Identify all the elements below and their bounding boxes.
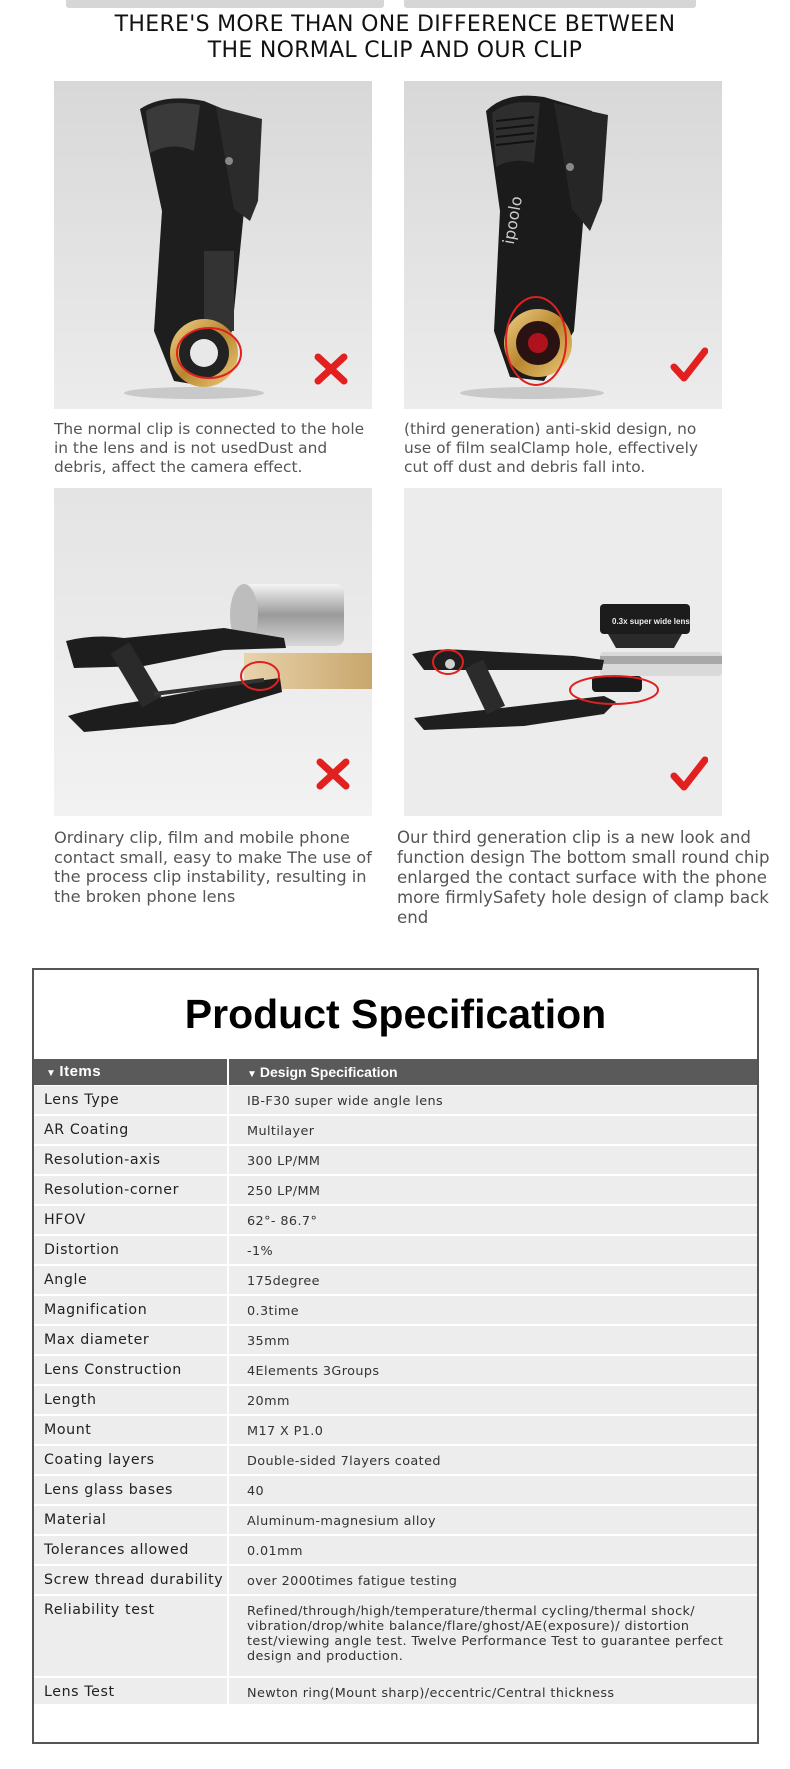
column-divider bbox=[227, 1446, 229, 1474]
spec-row bbox=[34, 1566, 757, 1596]
spec-item-value: 175degree bbox=[247, 1274, 320, 1289]
wide-lens-label: 0.3x super wide lens bbox=[612, 617, 690, 626]
spec-item-name: HFOV bbox=[44, 1212, 86, 1228]
spec-item-name: Magnification bbox=[44, 1302, 148, 1318]
spec-item-name: Coating layers bbox=[44, 1452, 155, 1468]
column-divider bbox=[227, 1386, 229, 1414]
spec-item-name: Material bbox=[44, 1512, 107, 1528]
check-mark-icon bbox=[670, 756, 708, 792]
spec-row bbox=[34, 1536, 757, 1566]
spec-item-name: Screw thread durability bbox=[44, 1572, 224, 1588]
column-divider bbox=[227, 1146, 229, 1174]
column-divider bbox=[227, 1236, 229, 1264]
spec-item-value: 0.3time bbox=[247, 1304, 300, 1319]
spec-item-name: Angle bbox=[44, 1272, 88, 1288]
comparison-headline bbox=[0, 12, 790, 64]
column-divider bbox=[227, 1176, 229, 1204]
column-divider bbox=[227, 1356, 229, 1384]
spec-item-value: M17 X P1.0 bbox=[247, 1424, 324, 1439]
cross-mark-icon bbox=[314, 353, 348, 385]
normal-clip-caption: The normal clip is connected to the hole in the lens and is not usedDust and debris, affect the camera effect. bbox=[54, 420, 365, 476]
column-divider bbox=[227, 1116, 229, 1144]
column-divider bbox=[227, 1206, 229, 1234]
spec-item-value: IB-F30 super wide angle lens bbox=[247, 1094, 444, 1109]
spec-row bbox=[34, 1678, 757, 1706]
spec-row bbox=[34, 1146, 757, 1176]
triangle-down-icon: ▼ bbox=[46, 1068, 57, 1079]
column-divider bbox=[227, 1266, 229, 1294]
spec-row bbox=[34, 1266, 757, 1296]
spec-item-value: 0.01mm bbox=[247, 1544, 303, 1559]
column-divider bbox=[227, 1416, 229, 1444]
spec-row bbox=[34, 1476, 757, 1506]
spec-item-value: 250 LP/MM bbox=[247, 1184, 321, 1199]
top-image-strip bbox=[0, 0, 790, 12]
header-divider bbox=[227, 1059, 229, 1085]
spec-row bbox=[34, 1506, 757, 1536]
ordinary-clip-caption: Ordinary clip, film and mobile phone contact small, easy to make The use of the process clip instability, resulting in the broken phone lens bbox=[54, 828, 372, 906]
cross-mark-icon bbox=[316, 758, 350, 790]
spec-item-name: Resolution-corner bbox=[44, 1182, 180, 1198]
spec-row bbox=[34, 1296, 757, 1326]
spec-item-name: Lens Test bbox=[44, 1684, 115, 1700]
spec-item-value: Refined/through/high/temperature/thermal cycling/thermal shock/ vibration/drop/white balance/flare/ghost/AE(exposure)/ distortion test/viewing angle test. Twelve Performance Test to guarantee perfect design and production. bbox=[247, 1604, 724, 1664]
headline-line-1: THERE'S MORE THAN ONE DIFFERENCE BETWEEN bbox=[114, 12, 676, 37]
spec-item-name: Lens Construction bbox=[44, 1362, 182, 1378]
spec-row bbox=[34, 1236, 757, 1266]
spec-item-value: 4Elements 3Groups bbox=[247, 1364, 380, 1379]
spec-item-value: 62°- 86.7° bbox=[247, 1214, 318, 1229]
spec-item-value: 300 LP/MM bbox=[247, 1154, 321, 1169]
triangle-down-icon: ▼ bbox=[247, 1069, 257, 1080]
third-gen-clip-side-photo bbox=[404, 488, 722, 816]
normal-clip-photo bbox=[54, 81, 372, 409]
design-spec-header-label: Design Specification bbox=[259, 1064, 398, 1080]
column-divider bbox=[227, 1506, 229, 1534]
spec-row bbox=[34, 1356, 757, 1386]
column-divider bbox=[227, 1536, 229, 1564]
column-divider bbox=[227, 1476, 229, 1504]
spec-item-value: 35mm bbox=[247, 1334, 290, 1349]
spec-row bbox=[34, 1206, 757, 1236]
spec-row bbox=[34, 1416, 757, 1446]
spec-item-name: Mount bbox=[44, 1422, 92, 1438]
spec-item-value: Multilayer bbox=[247, 1124, 315, 1139]
spec-item-name: Reliability test bbox=[44, 1602, 155, 1618]
spec-row bbox=[34, 1176, 757, 1206]
spec-title: Product Specification bbox=[184, 991, 607, 1037]
spec-row bbox=[34, 1386, 757, 1416]
spec-row bbox=[34, 1326, 757, 1356]
spec-item-value: over 2000times fatigue testing bbox=[247, 1574, 458, 1589]
spec-header-row bbox=[34, 1059, 757, 1085]
third-gen-clip-caption: Our third generation clip is a new look and function design The bottom small round chip enlarged the contact surface with the phone more firmlySafety hole design of clamp back end bbox=[397, 828, 770, 927]
spec-item-value: Aluminum-magnesium alloy bbox=[247, 1514, 436, 1529]
check-mark-icon bbox=[670, 347, 708, 383]
spec-item-name: Max diameter bbox=[44, 1332, 150, 1348]
headline-line-2: THE NORMAL CLIP AND OUR CLIP bbox=[207, 38, 583, 63]
spec-item-value: Double-sided 7layers coated bbox=[247, 1454, 441, 1469]
items-header-label: Items bbox=[59, 1063, 102, 1080]
design-spec-header bbox=[247, 1059, 398, 1088]
spec-item-name: AR Coating bbox=[44, 1122, 129, 1138]
spec-item-name: Distortion bbox=[44, 1242, 120, 1258]
ipoolo-logo: ipoolo bbox=[498, 194, 527, 246]
column-divider bbox=[227, 1566, 229, 1594]
spec-item-name: Lens Type bbox=[44, 1092, 120, 1108]
spec-item-name: Length bbox=[44, 1392, 97, 1408]
spec-row bbox=[34, 1446, 757, 1476]
spec-item-value: -1% bbox=[247, 1244, 274, 1259]
spec-item-name: Tolerances allowed bbox=[44, 1542, 189, 1558]
column-divider bbox=[227, 1596, 229, 1676]
spec-item-value: Newton ring(Mount sharp)/eccentric/Central thickness bbox=[247, 1686, 615, 1701]
spec-item-value: 40 bbox=[247, 1484, 265, 1499]
items-header bbox=[46, 1059, 101, 1087]
ordinary-clip-side-photo bbox=[54, 488, 372, 816]
product-specification-table bbox=[32, 968, 759, 1744]
spec-row bbox=[34, 1086, 757, 1116]
our-clip-caption: (third generation) anti-skid design, no use of film sealClamp hole, effectively cut off dust and debris fall into. bbox=[404, 420, 698, 476]
spec-row bbox=[34, 1596, 757, 1678]
column-divider bbox=[227, 1678, 229, 1704]
column-divider bbox=[227, 1086, 229, 1114]
spec-item-name: Resolution-axis bbox=[44, 1152, 161, 1168]
spec-row bbox=[34, 1116, 757, 1146]
spec-item-name: Lens glass bases bbox=[44, 1482, 174, 1498]
our-clip-photo bbox=[404, 81, 722, 409]
spec-item-value: 20mm bbox=[247, 1394, 290, 1409]
column-divider bbox=[227, 1326, 229, 1354]
column-divider bbox=[227, 1296, 229, 1324]
